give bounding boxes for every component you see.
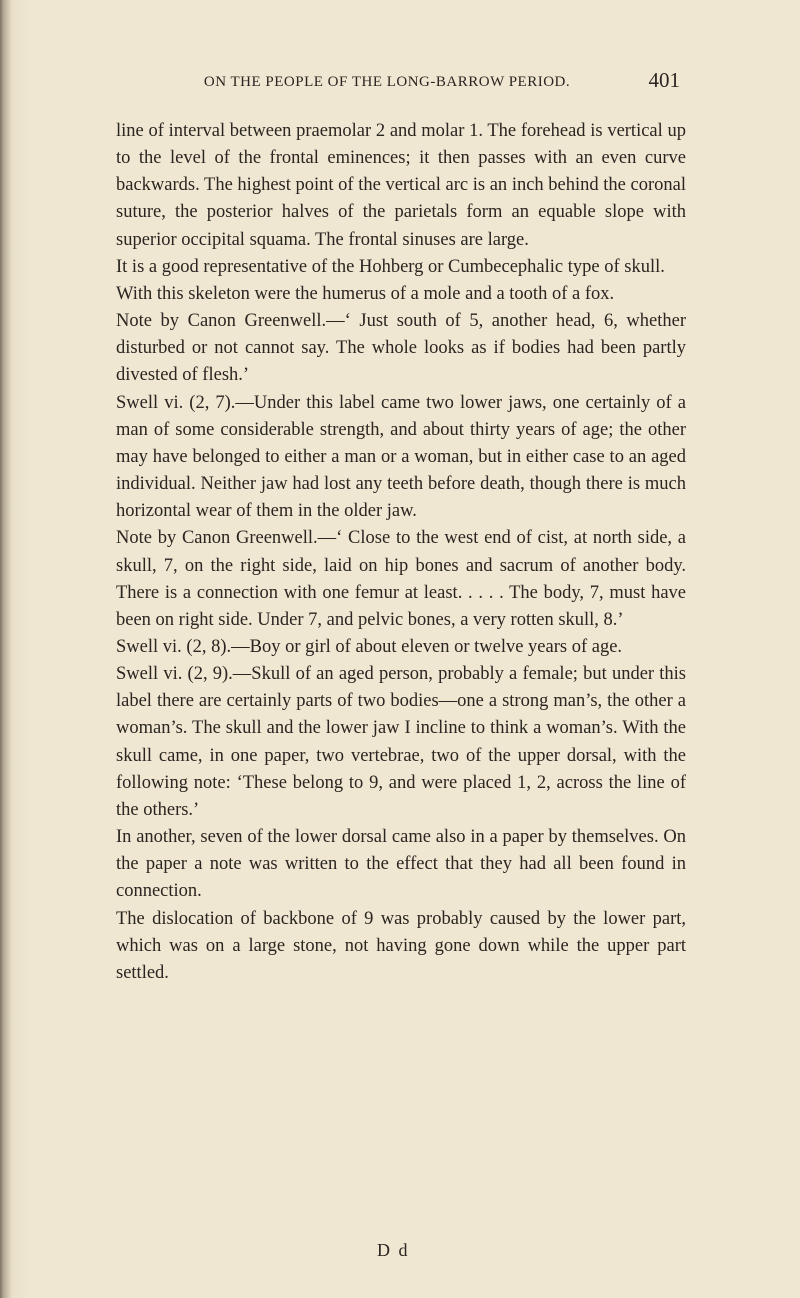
paragraph: In another, seven of the lower dorsal came also in a paper by themselves. On the paper a note was written to the effect that they had all been found in connection.: [116, 827, 686, 902]
paragraph: Note by Canon Greenwell.—‘ Just south of 5, another head, 6, whether disturbed or not cannot say. The whole looks as if bodies had been partly divested of flesh.’: [116, 311, 686, 386]
paragraph: line of interval between praemolar 2 and molar 1. The forehead is vertical up to the level of the frontal eminences; it then passes with an even curve backwards. The highest point of the vertical arc is an inch behind the coronal suture, the posterior halves of the parietals form an equable slope with superior occipital squama. The frontal sinuses are large.: [116, 121, 686, 250]
paragraph: Note by Canon Greenwell.—‘ Close to the west end of cist, at north side, a skull, 7, on the right side, laid on hip bones and sacrum of another body. There is a connection with one femur at least. . . . . The body, 7, must have been on right side. Under 7, and pelvic bones, a very rotten skull, 8.’: [116, 528, 686, 630]
paragraph: Swell vi. (2, 9).—Skull of an aged person, probably a female; but under this label there are certainly parts of two bodies—one a strong man’s, the other a woman’s. The skull and the lower jaw I incline to think a woman’s. With the skull came, in one paper, two vertebrae, two of the upper dorsal, with the following note: ‘These belong to 9, and were placed 1, 2, across the line of the others.’: [116, 664, 686, 820]
paragraph: It is a good representative of the Hohberg or Cumbecephalic type of skull.: [116, 256, 665, 277]
paragraph: Swell vi. (2, 8).—Boy or girl of about eleven or twelve years of age.: [116, 636, 623, 657]
running-header: ON THE PEOPLE OF THE LONG-BARROW PERIOD.: [203, 74, 571, 90]
paragraph: Swell vi. (2, 7).—Under this label came two lower jaws, one certainly of a man of some considerable strength, and about thirty years of age; the other may have belonged to either a man or a woman, but in either case to an aged individual. Neither jaw had lost any teeth before death, though there is much horizontal wear of them in the older jaw.: [116, 392, 686, 522]
paragraph: The dislocation of backbone of 9 was probably caused by the lower part, which was on a large stone, not having gone down while the upper part settled.: [116, 908, 686, 983]
page-number: 401: [648, 68, 680, 92]
body-text: [116, 118, 686, 987]
paragraph: With this skeleton were the humerus of a mole and a tooth of a fox.: [116, 283, 615, 304]
signature-mark: D d: [377, 1240, 410, 1260]
